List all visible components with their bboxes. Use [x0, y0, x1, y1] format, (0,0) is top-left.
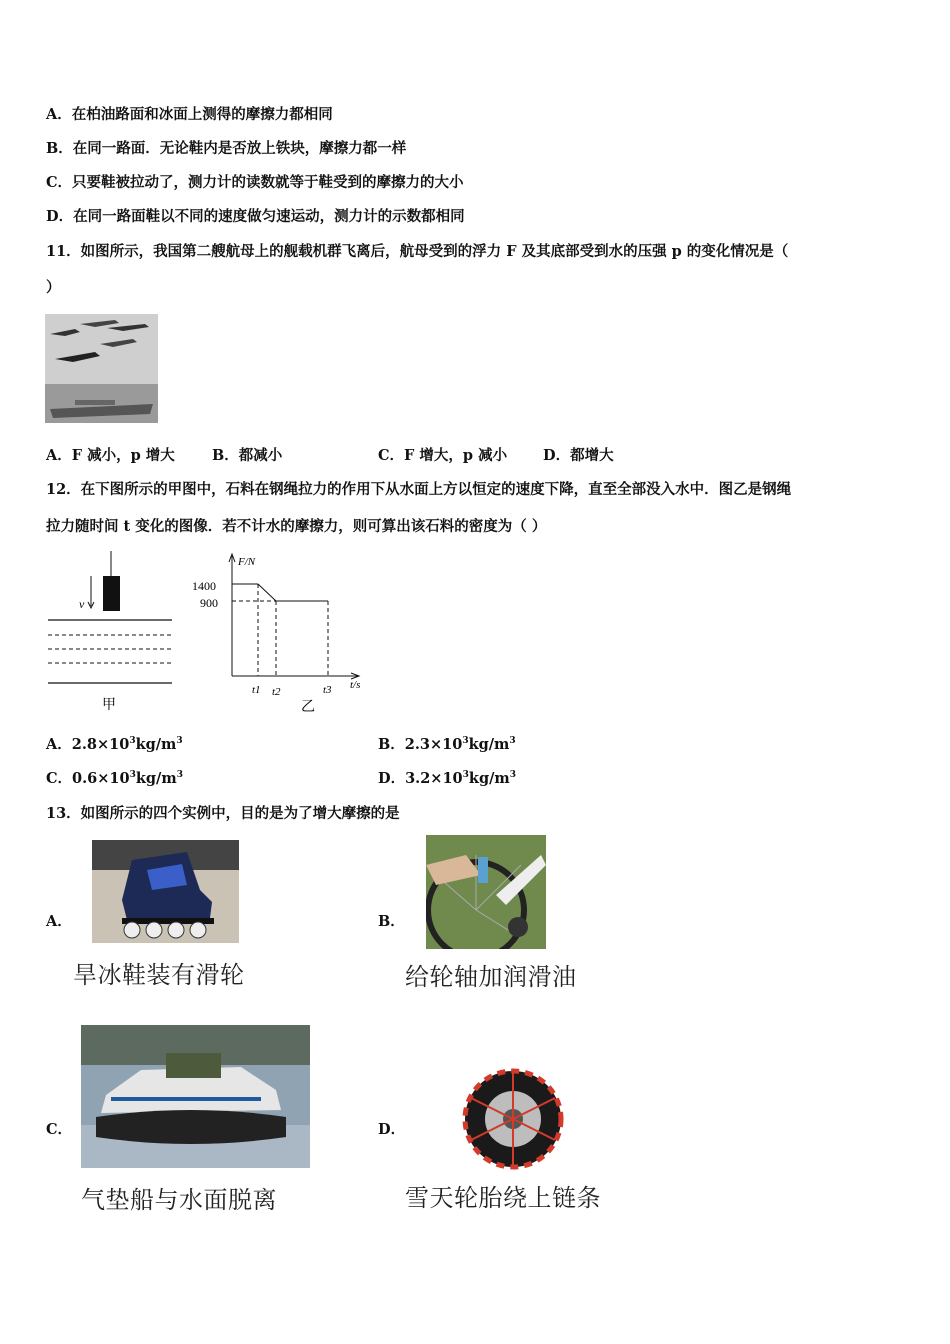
- q12-option-b: B．$2.3\times 10^3kg/m^3$: [378, 736, 516, 753]
- q12-option-a: A．$2.8\times 10^3kg/m^3$: [46, 736, 183, 753]
- y-axis-label: F/N: [238, 556, 256, 568]
- q11-option-b: B．都减小: [212, 447, 283, 464]
- figure-yi-label: 乙: [301, 700, 315, 715]
- tick-t1: t1: [252, 684, 261, 696]
- q10-option-b: B．在同一路面．无论鞋内是否放上铁块，摩擦力都一样: [46, 140, 407, 157]
- q13-label-b: B．: [378, 913, 405, 930]
- q12-stem-line2: 拉力随时间 t 变化的图像．若不计水的摩擦力，则可算出该石料的密度为（ ）: [46, 518, 547, 535]
- q10-option-d: D．在同一路面鞋以不同的速度做匀速运动，测力计的示数都相同: [46, 208, 465, 225]
- tick-900: 900: [200, 596, 218, 610]
- q13-label-d: D．: [378, 1121, 406, 1138]
- q11-option-c: C．F 增大，p 减小: [378, 447, 508, 464]
- force-time-chart: [188, 548, 373, 720]
- q13-caption-d: 雪天轮胎绕上链条: [405, 1184, 601, 1212]
- series-segment-2: [258, 584, 276, 601]
- q13-label-a: A．: [46, 913, 72, 930]
- q13-caption-c: 气垫船与水面脱离: [81, 1186, 277, 1214]
- tick-t2: t2: [272, 686, 281, 698]
- q12-stem-line1: 12．在下图所示的甲图中，石料在钢绳拉力的作用下从水面上方以恒定的速度下降，直至全部没入水中．图乙是钢绳: [46, 481, 792, 498]
- q11-stem-line2: ）: [46, 279, 61, 296]
- tick-t3: t3: [323, 684, 332, 696]
- q13-label-c: C．: [46, 1121, 73, 1138]
- velocity-label: v: [79, 597, 85, 611]
- figure-jia-label: 甲: [102, 698, 116, 713]
- bicycle-oil-photo: [426, 835, 546, 949]
- stone-block: [103, 576, 120, 611]
- aircraft-carrier-photo: [45, 314, 158, 423]
- figure-jia: [44, 548, 179, 720]
- q13-caption-b: 给轮轴加润滑油: [405, 963, 577, 991]
- q10-option-a: A．在柏油路面和冰面上测得的摩擦力都相同: [46, 106, 333, 123]
- q12-option-c: C．$0.6\times 10^3kg/m^3$: [46, 770, 183, 787]
- q13-stem: 13．如图所示的四个实例中，目的是为了增大摩擦的是: [46, 805, 400, 822]
- q12-option-d: D．$3.2\times 10^3kg/m^3$: [378, 770, 516, 787]
- q11-stem-line1: 11．如图所示，我国第二艘航母上的舰载机群飞离后，航母受到的浮力 F 及其底部受到水的压强 p 的变化情况是（: [46, 243, 789, 260]
- snow-chain-tire-photo: [461, 1068, 565, 1170]
- hovercraft-photo: [81, 1025, 310, 1168]
- tick-1400: 1400: [192, 579, 216, 593]
- q11-option-d: D．都增大: [543, 447, 614, 464]
- x-axis-label: t/s: [350, 679, 361, 691]
- q11-option-a: A．F 减小，p 增大: [46, 447, 175, 464]
- roller-skate-photo: [92, 840, 239, 943]
- q13-caption-a: 旱冰鞋装有滑轮: [73, 961, 245, 989]
- q10-option-c: C．只要鞋被拉动了，测力计的读数就等于鞋受到的摩擦力的大小: [46, 174, 464, 191]
